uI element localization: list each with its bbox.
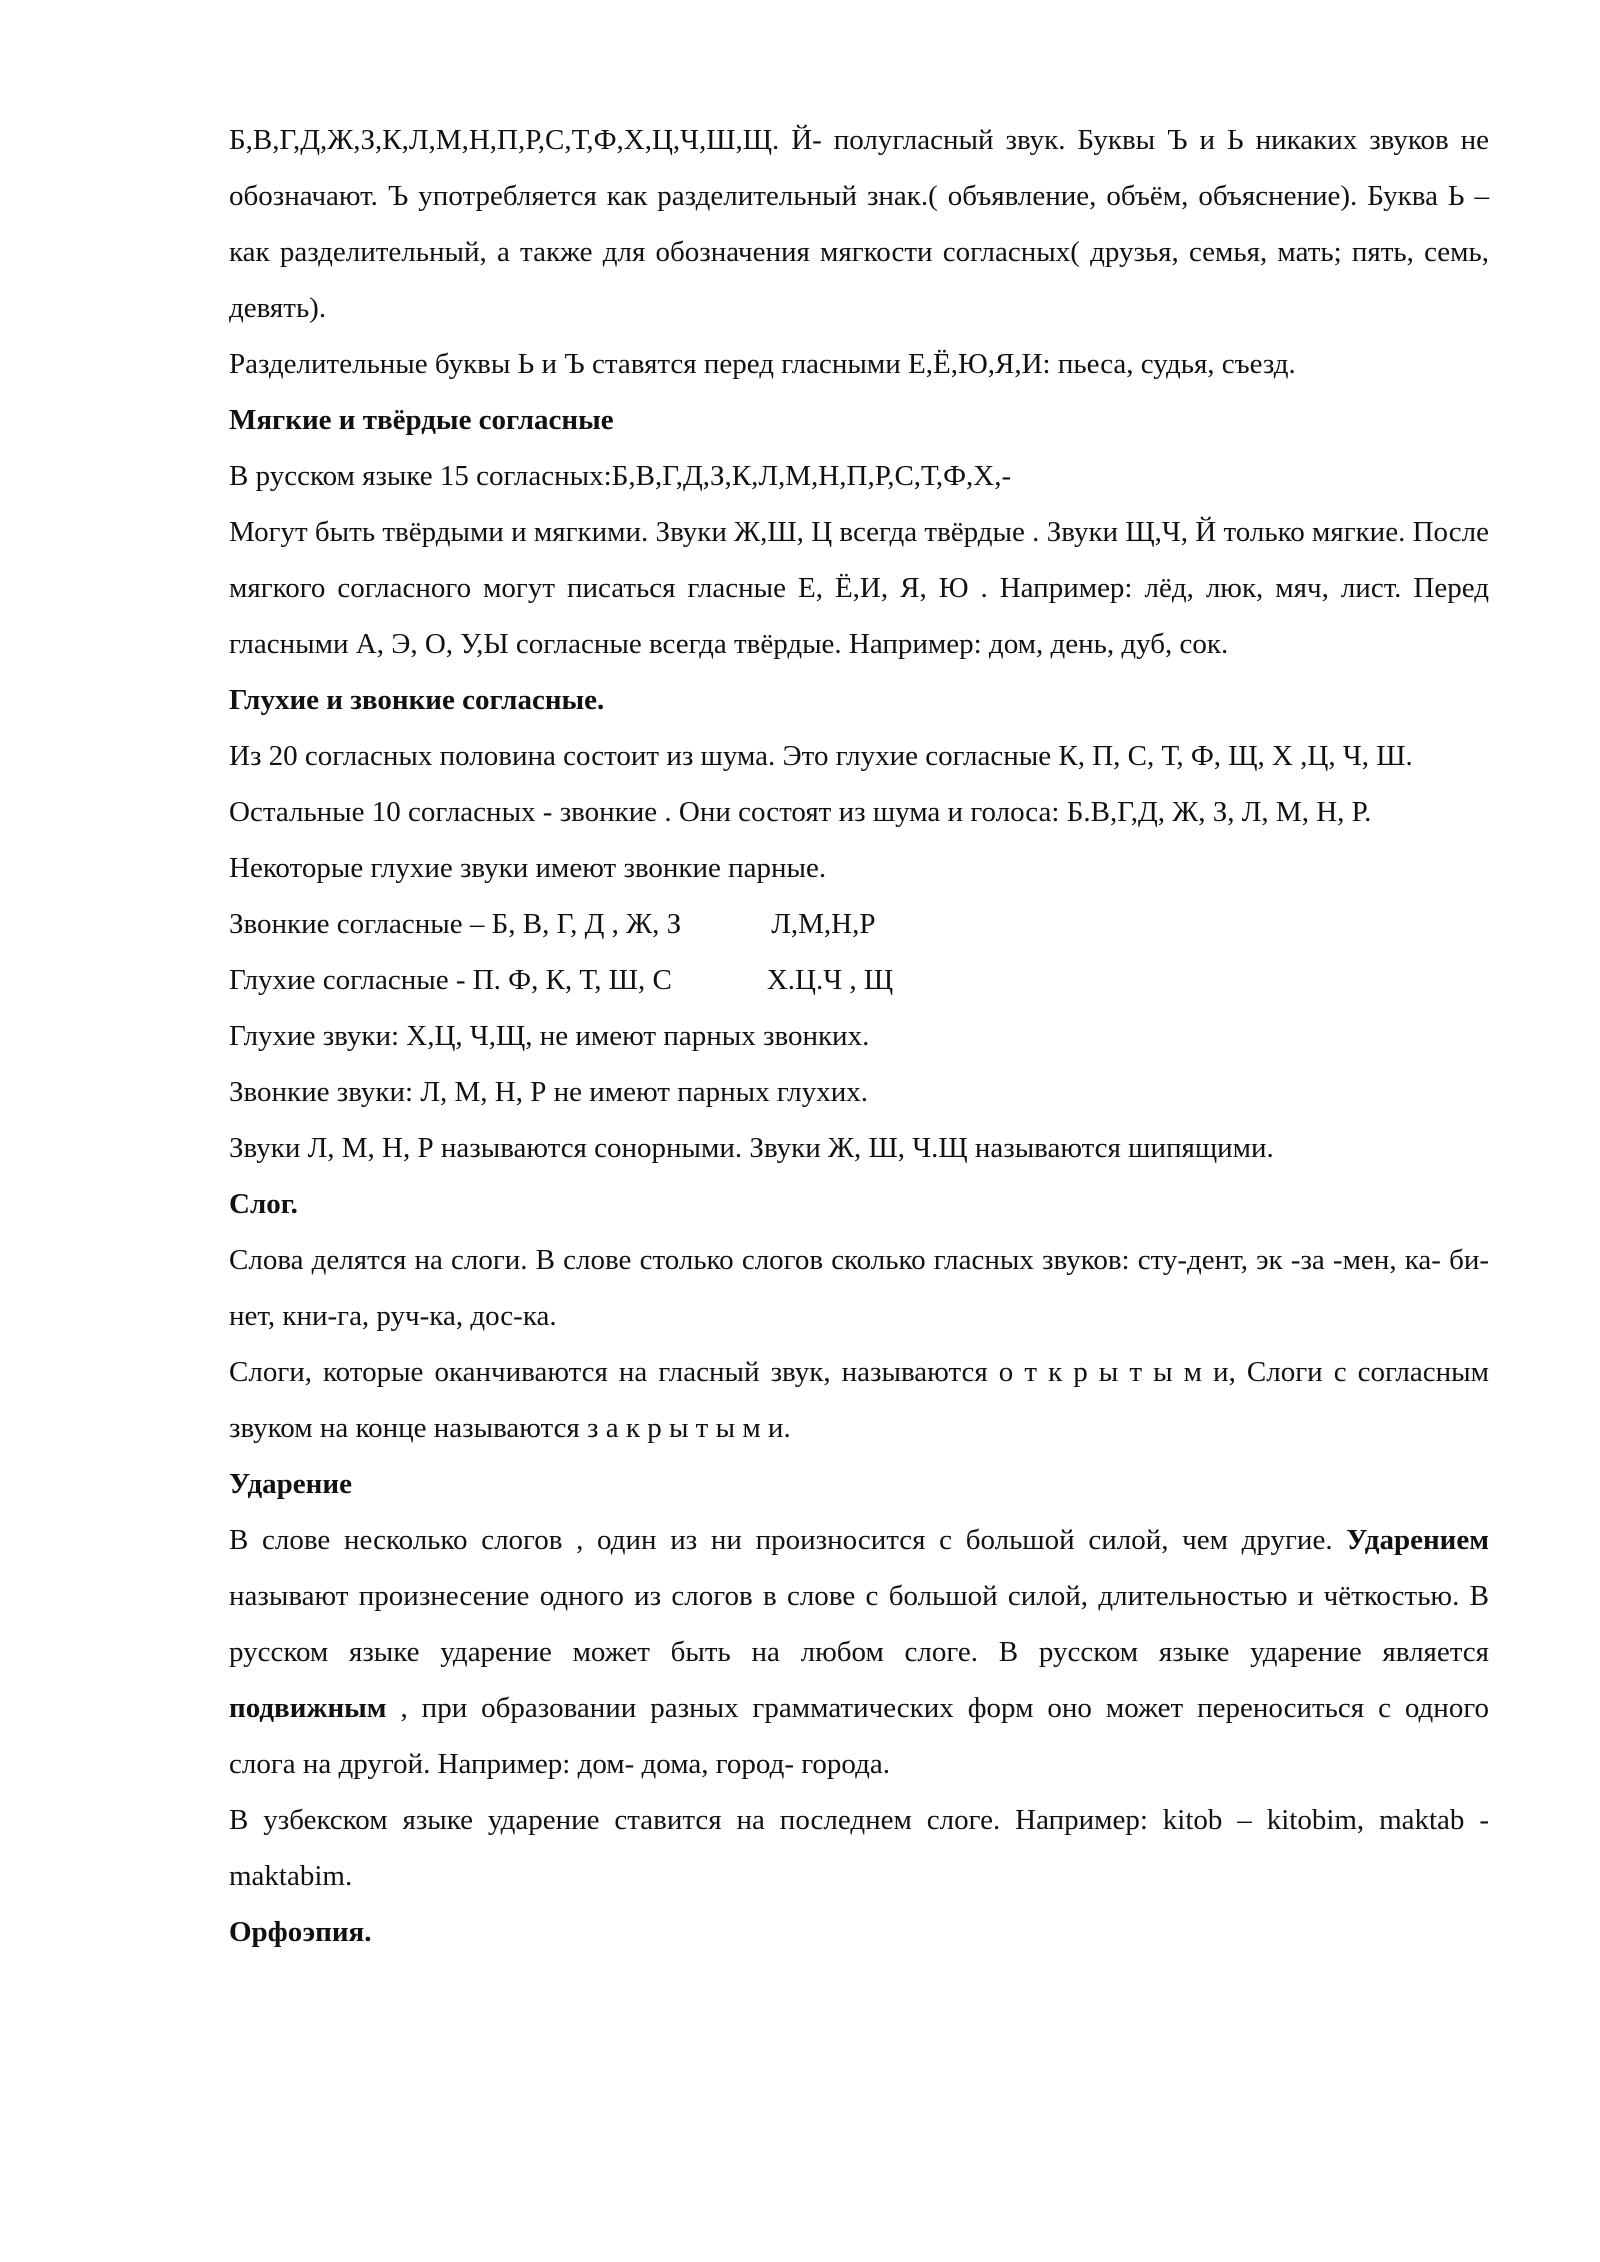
heading-orthoepy: Орфоэпия. (229, 1916, 372, 1948)
paragraph-syllables: Слова делятся на слоги. В слове столько слогов сколько гласных звуков: сту-дент, эк -за -мен, ка- би-нет, кни-га, руч-ка, дос-ка. (229, 1244, 1489, 1332)
stress-term: Ударением (1346, 1524, 1489, 1556)
heading-voiceless-voiced: Глухие и звонкие согласные. (229, 684, 605, 716)
heading-syllable: Слог. (229, 1188, 298, 1220)
mobile-term: подвижным (229, 1692, 387, 1724)
paragraph-sonorants: Звуки Л, М, Н, Р называются сонорными. Звуки Ж, Ш, Ч.Щ называются шипящими. (229, 1132, 1274, 1164)
voiced-list: Звонкие согласные – Б, В, Г, Д , Ж, З (229, 908, 682, 940)
paragraph-soft-hard-body: Могут быть твёрдыми и мягкими. Звуки Ж,Ш, Ц всегда твёрдые . Звуки Щ,Ч, Й только мягкие. После мягкого согласного могут писаться гласные Е, Ё,И, Я, Ю . Например: лёд, люк, мяч, лист. Перед гласными А, Э, О, У,Ы согласные всегда твёрдые. Например: дом, день, дуб, сок. (229, 516, 1489, 660)
paragraph-pairs: Некоторые глухие звуки имеют звонкие парные. (229, 852, 827, 884)
paragraph-voiced: Остальные 10 согласных - звонкие . Они состоят из шума и голоса: Б.В,Г,Д, Ж, З, Л, М, Н, Р. (229, 796, 1372, 828)
voiceless-list: Глухие согласные - П. Ф, К, Т, Ш, С (229, 964, 672, 996)
heading-soft-hard: Мягкие и твёрдые согласные (229, 404, 614, 436)
paragraph-unpaired-voiceless: Глухие звуки: Х,Ц, Ч,Щ, не имеют парных звонких. (229, 1020, 870, 1052)
heading-stress: Ударение (229, 1468, 352, 1500)
paragraph-stress (229, 1512, 1489, 1792)
paragraph-uzbek-stress: В узбекском языке ударение ставится на последнем слоге. Например: kitob – kitobim, maktab - maktabim. (229, 1804, 1489, 1892)
paragraph-unpaired-voiced: Звонкие звуки: Л, М, Н, Р не имеют парных глухих. (229, 1076, 869, 1108)
row-voiced-consonants (229, 896, 1489, 952)
document-page (229, 112, 1489, 1960)
paragraph-separators: Разделительные буквы Ь и Ъ ставятся перед гласными Е,Ё,Ю,Я,И: пьеса, судья, съезд. (229, 348, 1296, 380)
paragraph-open-closed: Слоги, которые оканчиваются на гласный звук, называются о т к р ы т ы м и, Слоги с согласным звуком на конце называются з а к р ы т ы м и. (229, 1356, 1489, 1444)
voiceless-unpaired: Х.Ц.Ч , Щ (766, 964, 894, 996)
paragraph-voiceless: Из 20 согласных половина состоит из шума. Это глухие согласные К, П, С, Т, Ф, Щ, Х ,Ц, Ч, Ш. (229, 740, 1413, 772)
paragraph-fifteen-consonants: В русском языке 15 согласных:Б,В,Г,Д,З,К,Л,М,Н,П,Р,С,Т,Ф,Х,- (229, 460, 1012, 492)
stress-text-a: В слове несколько слогов , один из ни произносится с большой силой, чем другие. (229, 1524, 1333, 1556)
paragraph-letters: Б,В,Г,Д,Ж,З,К,Л,М,Н,П,Р,С,Т,Ф,Х,Ц,Ч,Ш,Щ. Й- полугласный звук. Буквы Ъ и Ь никаких звуков не обозначают. Ъ употребляется как разделительный знак.( объявление, объём, объяснение). Буква Ь – как разделительный, а также для обозначения мягкости согласных( друзья, семья, мать; пять, семь, девять). (229, 124, 1489, 324)
row-voiceless-consonants (229, 952, 1489, 1008)
voiced-sonorants: Л,М,Н,Р (771, 908, 876, 940)
stress-text-b: называют произнесение одного из слогов в слове с большой силой, длительностью и чёткостью. В русском языке ударение может быть на любом слоге. В русском языке ударение является (229, 1580, 1489, 1668)
stress-text-c: , при образовании разных грамматических форм оно может переноситься с одного слога на другой. Например: дом- дома, город- города. (229, 1692, 1489, 1780)
